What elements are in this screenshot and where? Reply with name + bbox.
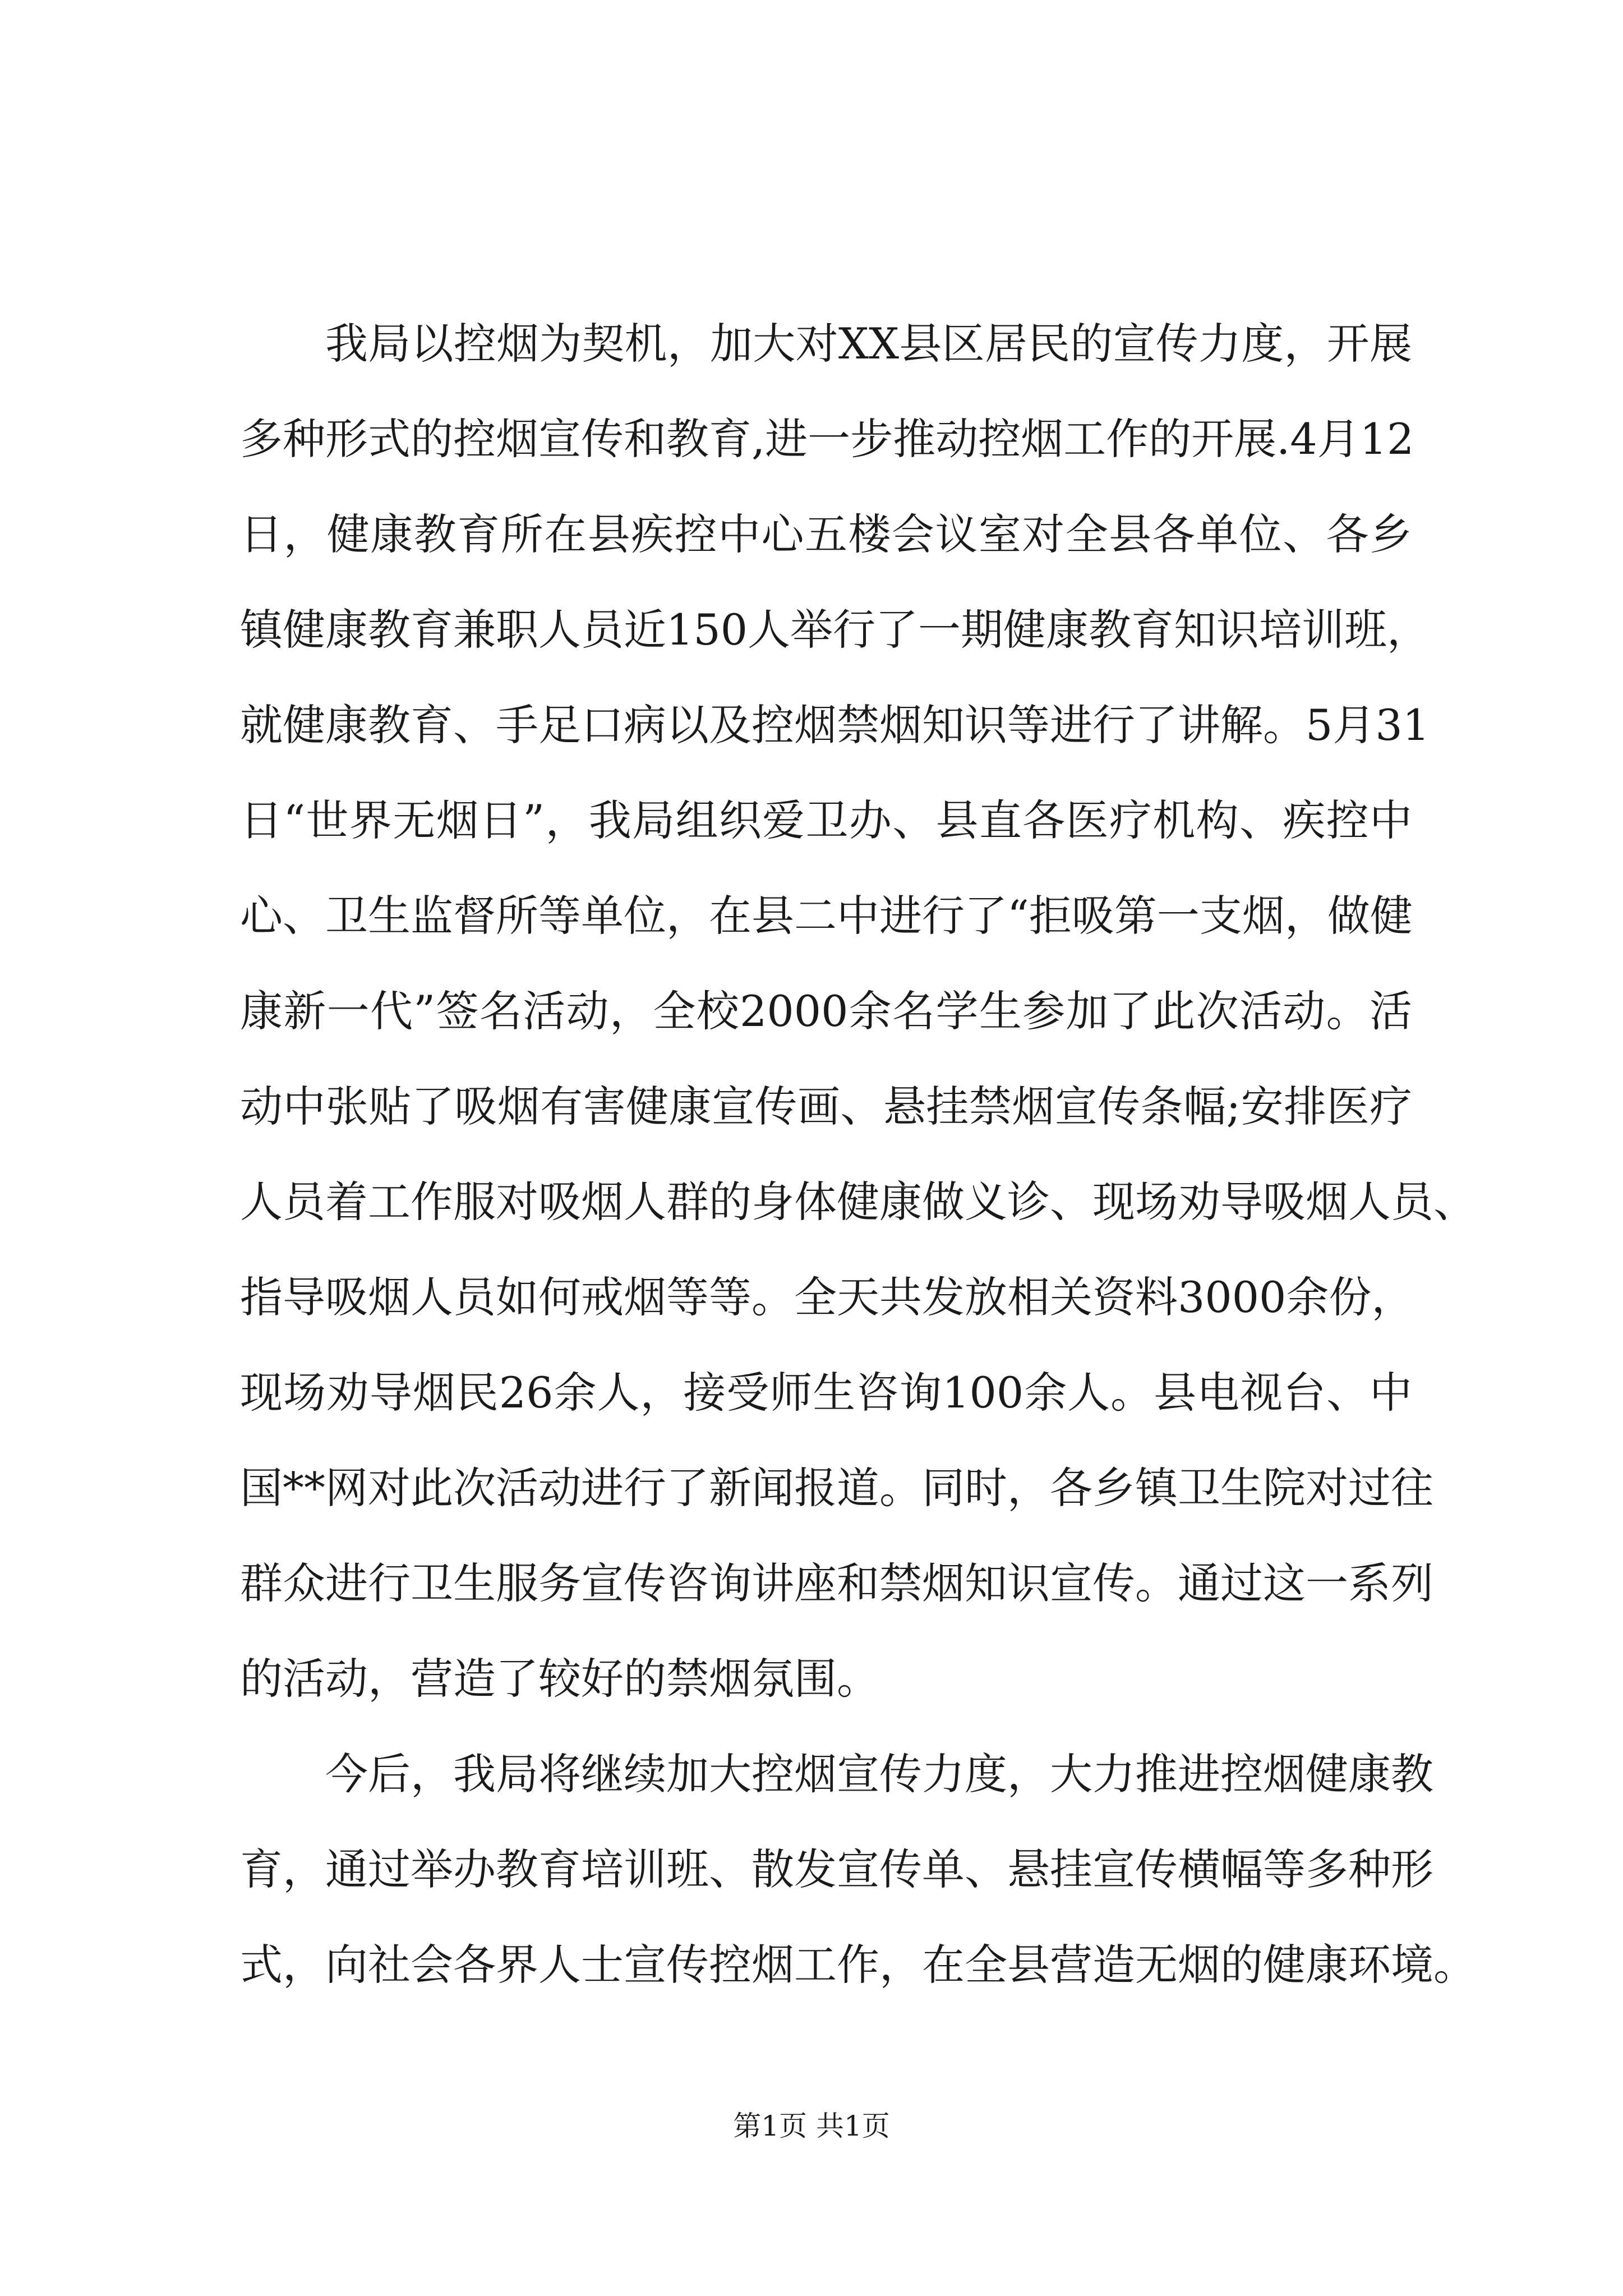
text-line: 日“世界无烟日”，我局组织爱卫办、县直各医疗机构、疾控中: [240, 795, 1412, 845]
page-number-label: 第1页 共1页: [733, 2110, 890, 2142]
document-body: [240, 296, 1476, 2013]
text-line: 今后，我局将继续加大控烟宣传力度，大力推进控烟健康教: [325, 1749, 1433, 1799]
paragraph-1: [240, 296, 1476, 1727]
text-line: 我局以控烟为契机，加大对XX县区居民的宣传力度，开展: [325, 319, 1412, 369]
text-line: 国**网对此次活动进行了新闻报道。同时，各乡镇卫生院对过往: [240, 1463, 1433, 1513]
text-line: 康新一代”签名活动，全校2000余名学生参加了此次活动。活: [240, 986, 1412, 1036]
paragraph-2: [240, 1727, 1476, 2013]
page-footer: [0, 2109, 1623, 2143]
text-line: 现场劝导烟民26余人，接受师生咨询100余人。县电视台、中: [240, 1368, 1412, 1418]
text-line: 式，向社会各界人士宣传控烟工作，在全县营造无烟的健康环境。: [240, 1940, 1476, 1990]
text-line: 就健康教育、手足口病以及控烟禁烟知识等进行了讲解。5月31: [240, 700, 1430, 750]
text-line: 日，健康教育所在县疾控中心五楼会议室对全县各单位、各乡: [240, 509, 1412, 559]
text-line: 镇健康教育兼职人员近150人举行了一期健康教育知识培训班，: [240, 605, 1430, 655]
text-line: 育，通过举办教育培训班、散发宣传单、悬挂宣传横幅等多种形: [240, 1844, 1433, 1894]
text-line: 人员着工作服对吸烟人群的身体健康做义诊、现场劝导吸烟人员、: [240, 1177, 1476, 1227]
text-line: 动中张贴了吸烟有害健康宣传画、悬挂禁烟宣传条幅;安排医疗: [240, 1082, 1412, 1131]
text-line: 多种形式的控烟宣传和教育,进一步推动控烟工作的开展.4月12: [240, 414, 1414, 464]
text-line: 群众进行卫生服务宣传咨询讲座和禁烟知识宣传。通过这一系列: [240, 1558, 1433, 1608]
text-line: 指导吸烟人员如何戒烟等等。全天共发放相关资料3000余份，: [240, 1272, 1414, 1322]
text-line: 心、卫生监督所等单位，在县二中进行了“拒吸第一支烟，做健: [240, 891, 1413, 941]
text-line: 的活动，营造了较好的禁烟氛围。: [240, 1654, 879, 1704]
